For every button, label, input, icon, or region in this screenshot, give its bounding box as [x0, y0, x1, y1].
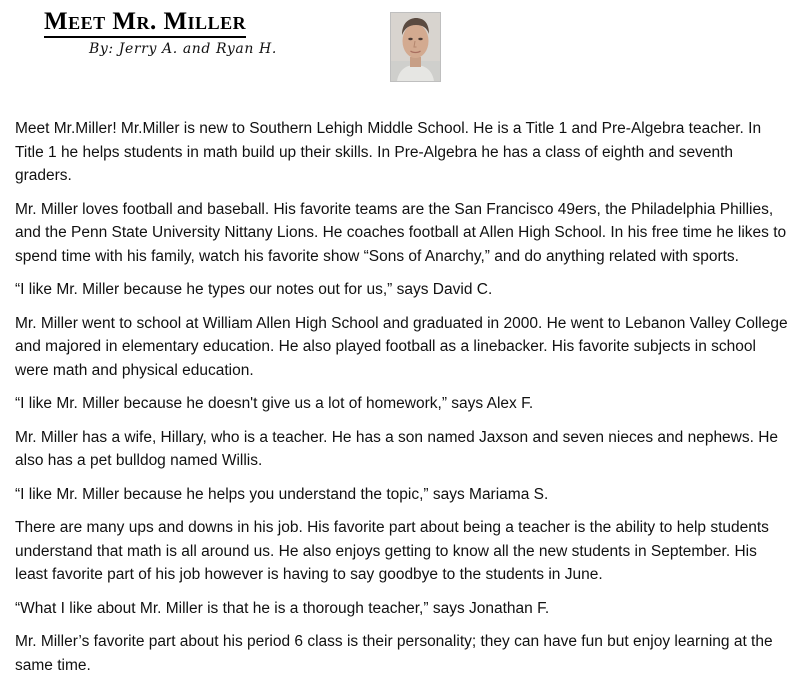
paragraph-interests: Mr. Miller loves football and baseball. His favorite teams are the San Francisco 49ers, the Philadelphia Phillies, and the Penn State University Nittany Lions. He coaches football at Allen High School. In his free time he likes to spend time with his family, watch his favorite show “Sons of Anarchy,” and do anything related with sports. [15, 200, 787, 265]
paragraph-job: There are many ups and downs in his job. His favorite part about being a teacher is the ability to help students understand that math is all around us. He also enjoys getting to know all the new students in September. His least favorite part of his job however is having to say goodbye to the students in June. [15, 519, 769, 583]
byline: By: Jerry A. and Ryan H. [89, 41, 277, 57]
article-title: Meet Mr. Miller [44, 9, 246, 38]
article-body [15, 117, 790, 687]
quote-david: “I like Mr. Miller because he types our notes out for us,” says David C. [15, 281, 493, 298]
article-header [0, 0, 800, 96]
quote-jonathan: “What I like about Mr. Miller is that he is a thorough teacher,” says Jonathan F. [15, 599, 550, 617]
teacher-photo [391, 13, 440, 81]
portrait-image [391, 13, 440, 81]
paragraph-education: Mr. Miller went to school at William Allen High School and graduated in 2000. He went to Lebanon Valley College and majored in elementary education. He also played football as a linebacker. His favorite subjects in school were math and physical education. [15, 314, 788, 379]
quote-mariama: “I like Mr. Miller because he helps you understand the topic,” says Mariama S. [15, 485, 549, 503]
paragraph-intro: Meet Mr.Miller! Mr.Miller is new to Southern Lehigh Middle School. He is a Title 1 and Pre-Algebra teacher. In Title 1 he helps students in math build up their skills. In Pre-Algebra he has a class of eighth and seventh graders. [15, 120, 762, 184]
quote-alex: “I like Mr. Miller because he doesn't give us a lot of homework,” says Alex F. [15, 395, 534, 412]
paragraph-class: Mr. Miller’s favorite part about his period 6 class is their personality; they can have fun but enjoy learning at the same time. [15, 633, 773, 674]
paragraph-family: Mr. Miller has a wife, Hillary, who is a teacher. He has a son named Jaxson and seven nieces and nephews. He also has a pet bulldog named Willis. [15, 428, 779, 469]
